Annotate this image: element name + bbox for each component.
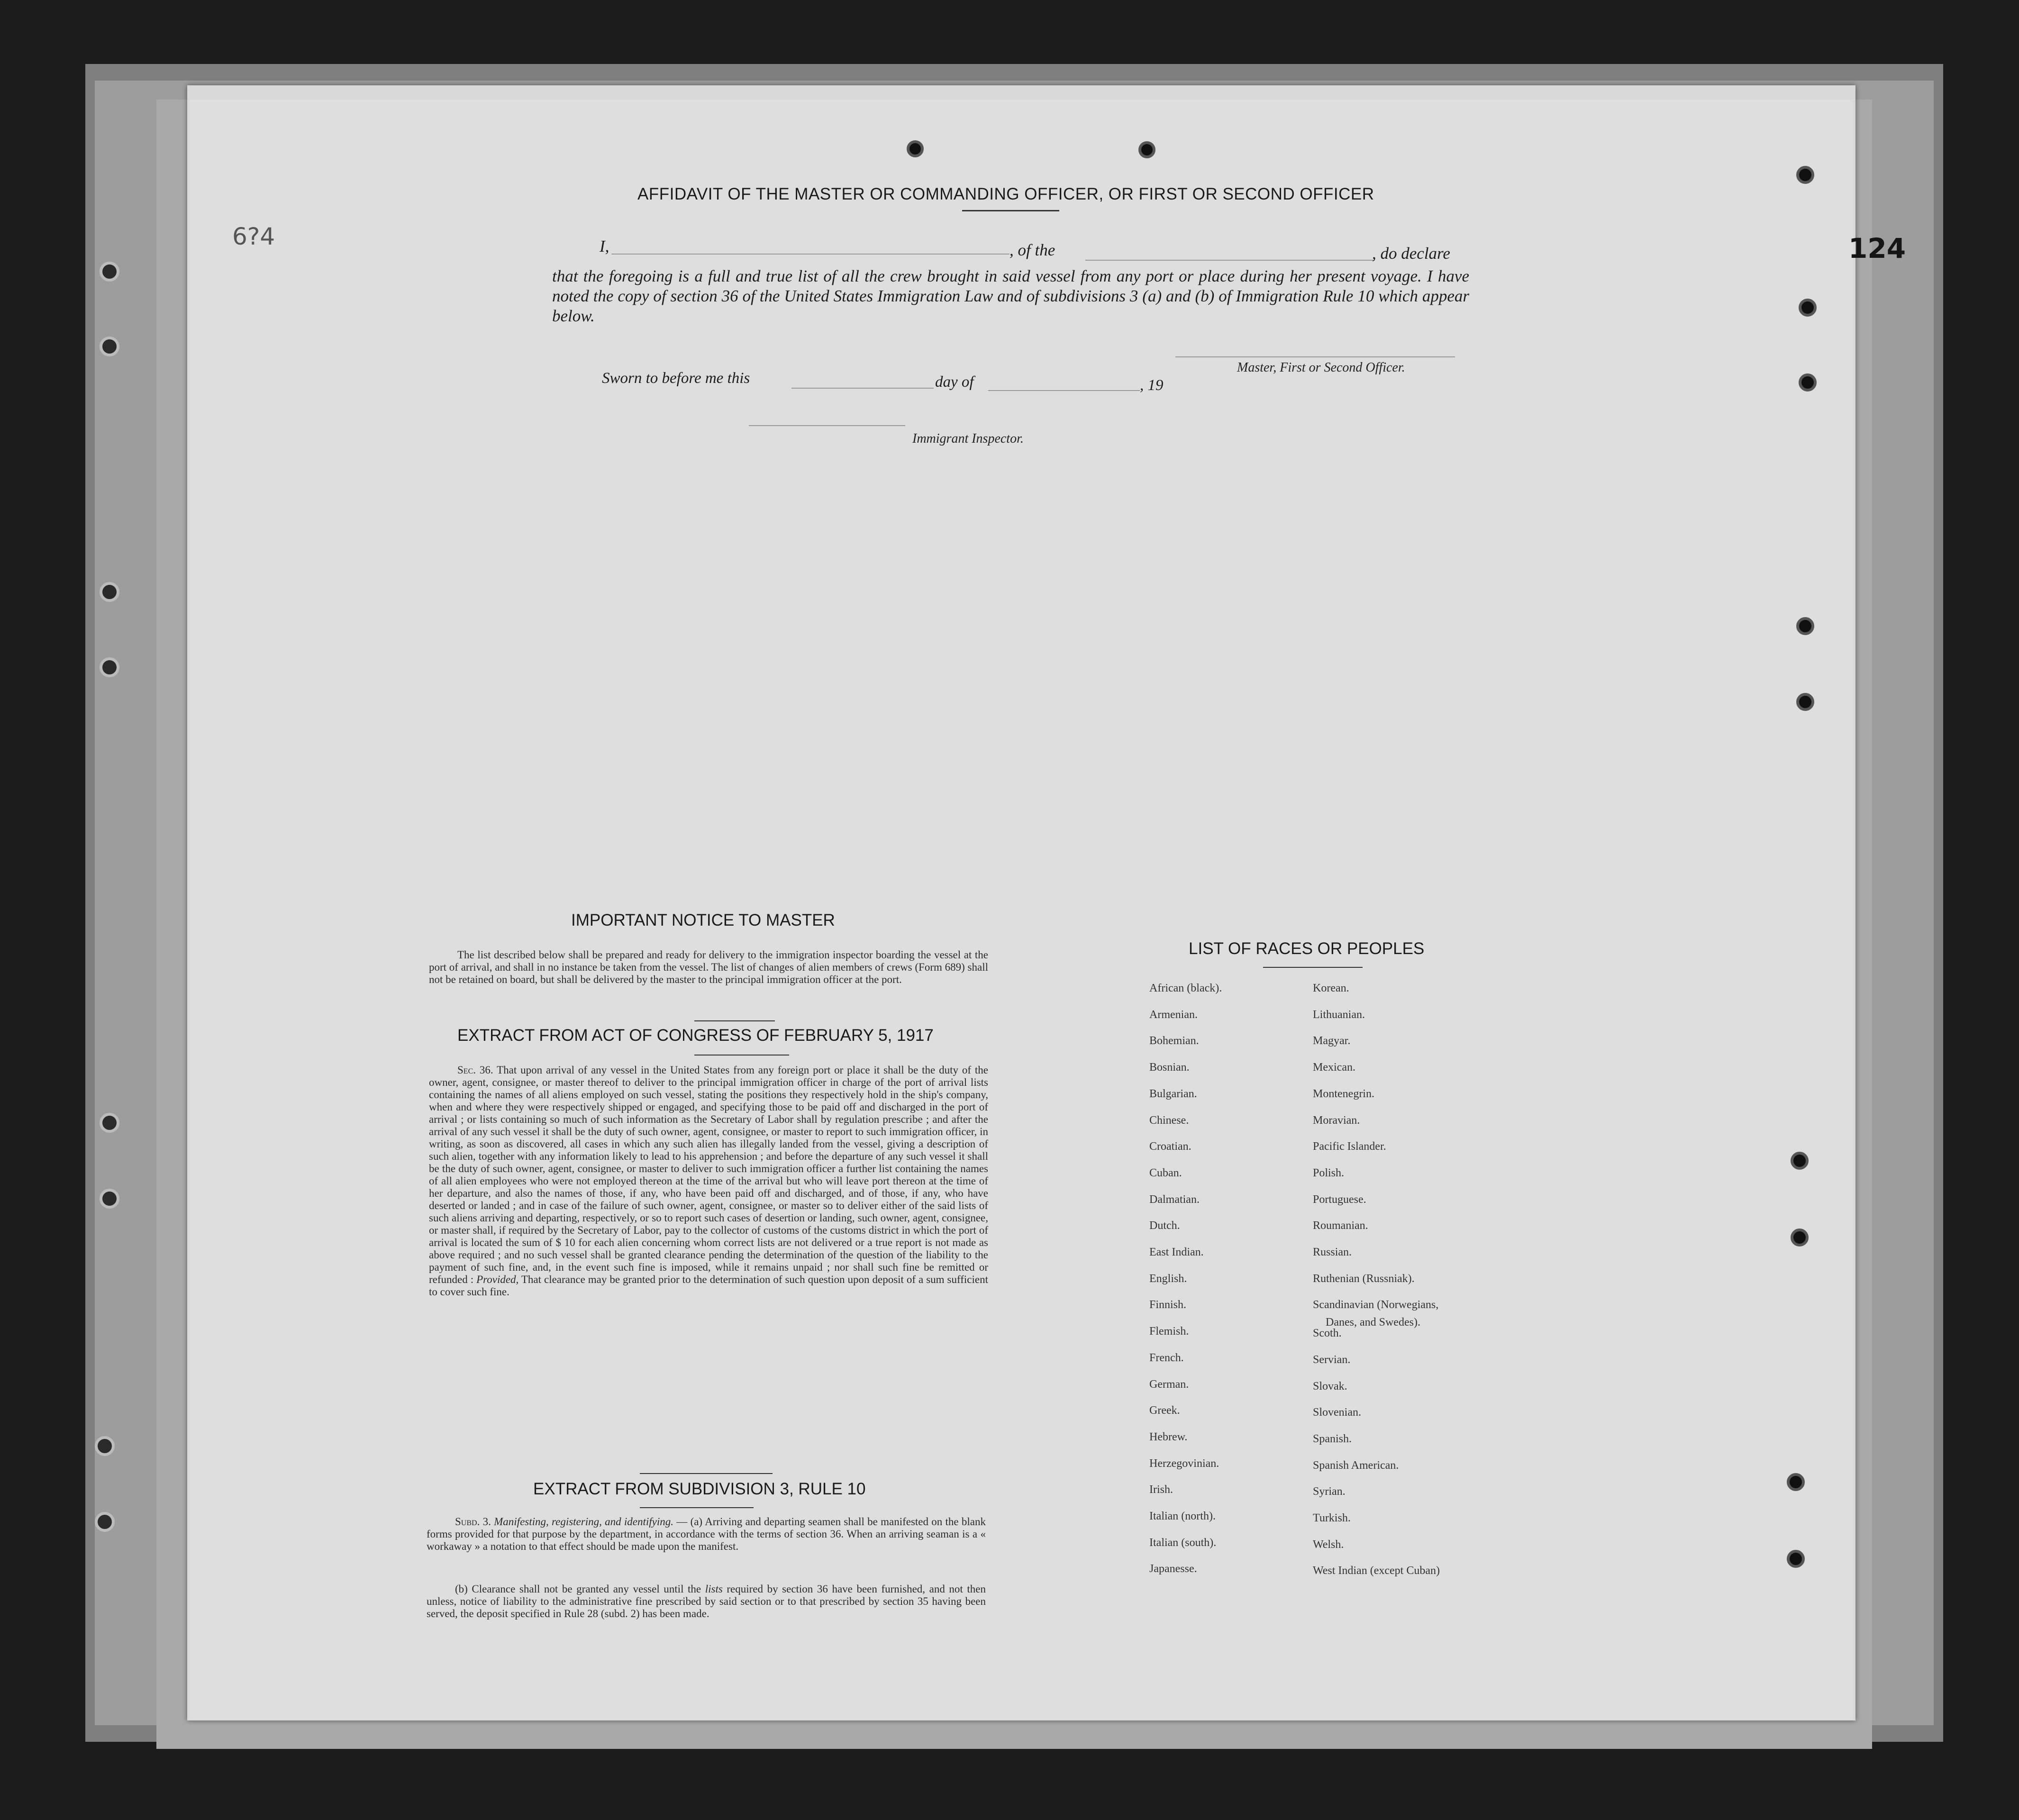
race-item: Portuguese. — [1313, 1193, 1366, 1206]
race-item: Scandinavian (Norwegians, — [1313, 1299, 1439, 1311]
race-item: West Indian (except Cuban) — [1313, 1565, 1440, 1577]
binder-hole — [95, 1512, 115, 1532]
subd-para-b-italic: lists — [705, 1583, 723, 1595]
document-page-face — [190, 100, 1853, 1720]
act-extract-text — [429, 1064, 988, 1298]
race-item: Korean. — [1313, 982, 1349, 994]
race-item: French. — [1149, 1351, 1184, 1364]
section-divider — [694, 1020, 775, 1021]
race-item: Flemish. — [1149, 1325, 1189, 1338]
race-item: Bosnian. — [1149, 1061, 1190, 1074]
race-item: Russian. — [1313, 1246, 1352, 1258]
margin-mark: 6?4 — [232, 223, 275, 250]
punch-hole — [1791, 1152, 1809, 1170]
race-item: Croatian. — [1149, 1140, 1191, 1153]
affidavit-do-declare: , do declare — [1372, 244, 1450, 263]
race-item: Armenian. — [1149, 1008, 1198, 1021]
punch-hole — [1138, 141, 1155, 158]
vessel-field-line — [1085, 260, 1374, 261]
race-item: Lithuanian. — [1313, 1008, 1365, 1021]
race-item: Bulgarian. — [1149, 1087, 1197, 1100]
punch-hole — [907, 140, 924, 157]
binder-hole — [95, 1436, 115, 1456]
race-item: Pacific Islander. — [1313, 1140, 1386, 1153]
race-item: Hebrew. — [1149, 1430, 1188, 1443]
section-divider — [694, 1055, 789, 1056]
binder-hole — [100, 582, 119, 602]
act-extract-title: EXTRACT FROM ACT OF CONGRESS OF FEBRUARY 5, 1917 — [457, 1026, 934, 1045]
binder-hole — [100, 262, 119, 282]
race-item: Welsh. — [1313, 1538, 1344, 1551]
race-item: Slovenian. — [1313, 1406, 1361, 1419]
race-item: Bohemian. — [1149, 1035, 1199, 1047]
notice-title: IMPORTANT NOTICE TO MASTER — [571, 911, 835, 929]
binder-hole — [100, 337, 119, 356]
race-item: Magyar. — [1313, 1035, 1351, 1047]
race-item: Italian (south). — [1149, 1536, 1217, 1549]
inspector-signature-line — [749, 425, 905, 426]
race-item: Dutch. — [1149, 1219, 1180, 1232]
affidavit-title: AFFIDAVIT OF THE MASTER OR COMMANDING OFFICER, OR FIRST OR SECOND OFFICER — [637, 185, 1374, 203]
signature-line — [1175, 356, 1455, 357]
sworn-label: Sworn to before me this — [602, 370, 750, 387]
day-field-line — [791, 388, 934, 389]
race-item: Danes, and Swedes). — [1326, 1316, 1420, 1329]
race-item: Spanish. — [1313, 1432, 1352, 1445]
rule-extract-text-b — [427, 1583, 986, 1620]
rule-extract-title: EXTRACT FROM SUBDIVISION 3, RULE 10 — [533, 1480, 866, 1498]
race-item: Irish. — [1149, 1483, 1173, 1496]
page-number: 124 — [1848, 232, 1906, 264]
punch-hole — [1796, 166, 1814, 184]
race-item: Italian (north). — [1149, 1510, 1216, 1522]
section-36-text-end: That clearance may be granted prior to the determination of such question upon deposit of a sum sufficient to cover such fine. — [429, 1274, 988, 1298]
day-of-label: day of — [935, 373, 974, 391]
rule-extract-text-a — [427, 1516, 986, 1553]
race-item: Chinese. — [1149, 1114, 1189, 1127]
master-signature-label: Master, First or Second Officer. — [1237, 360, 1405, 375]
race-item: Ruthenian (Russniak). — [1313, 1272, 1415, 1285]
section-label: Sec. 36. — [457, 1064, 493, 1076]
race-item: Dalmatian. — [1149, 1193, 1200, 1206]
section-divider — [1263, 967, 1363, 968]
punch-hole — [1791, 1228, 1809, 1247]
race-item: Scoth. — [1313, 1327, 1342, 1340]
race-item: Syrian. — [1313, 1485, 1346, 1498]
affidavit-of-the: , of the — [1010, 241, 1055, 259]
races-title: LIST OF RACES OR PEOPLES — [1189, 939, 1425, 958]
race-item: Spanish American. — [1313, 1459, 1399, 1472]
subd-italic: Manifesting, registering, and identifying. — [494, 1516, 674, 1528]
punch-hole — [1799, 299, 1817, 317]
punch-hole — [1787, 1473, 1805, 1491]
race-item: Cuban. — [1149, 1166, 1182, 1179]
name-field-line — [611, 254, 1010, 255]
race-item: African (black). — [1149, 982, 1222, 994]
subd-para-b-end: required by section 36 have been furnished, and not then unless, notice of liability to the administrative fine prescribed by said section or to that prescribed by section 35 having been served, the deposit specified in Rule 28 (subd. 2) has been made. — [427, 1583, 986, 1620]
race-item: Servian. — [1313, 1353, 1351, 1366]
binder-hole — [100, 657, 119, 677]
subd-para-a: — (a) Arriving and departing seamen shall be manifested on the blank forms provided for that purpose by the department, in accordance with the terms of section 36. When an arriving seaman is a « workaway » a notation to that effect should be made upon the manifest. — [427, 1516, 986, 1552]
race-item: Finnish. — [1149, 1299, 1187, 1311]
race-item: Herzegovinian. — [1149, 1457, 1219, 1470]
subd-para-b-start: (b) Clearance shall not be granted any vessel until the — [455, 1583, 701, 1595]
race-item: East Indian. — [1149, 1246, 1204, 1258]
section-36-text: That upon arrival of any vessel in the United States from any foreign port or place it shall be the duty of the owner, agent, consignee, or master thereof to deliver to the principal immigration officer in charge of the port of arrival lists containing the names of all aliens employed on such vessel, stating the positions they respectively hold in the ship's company, when and where they were respectively shipped or engaged, and specifying those to be paid off and discharged in the port of arrival ; or lists containing so much of such information as the Secretary of Labor shall by regulation prescribe ; and after the arrival of any such vessel it shall be the duty of such owner, agent, consignee, or master to report to such immigration officer, in writing, as soon as discovered, all cases in which any such alien has illegally landed from the vessel, giving a description of such alien, together with any information likely to lead to his apprehension ; and before the departure of any such vessel it shall be the duty of such owner, agent, consignee, or master to deliver to such immigration officer a further list containing the names of all alien employees who were not employed thereon at the time of the arrival but who will leave port thereon at the time of her departure, and also the names of those, if any, who have been paid off and discharged, and of those, if any, who have deserted or landed ; and in case of the failure of such owner, agent, consignee, or master so to deliver either of the said lists of such aliens arriving and departing, respectively, or so to report such cases of desertion or landing, such owner, agent, consignee, or master shall, if required by the Secretary of Labor, pay to the collector of customs of the customs district in which the port of arrival is located the sum of $ 10 for each alien concerning whom correct lists are not delivered or a true report is not made as above required ; and no such vessel shall be granted clearance pending the determination of the question of the liability to the payment of such fine, and, in the event such fine is imposed, while it remains unpaid ; nor shall such fine be remitted or refunded : — [429, 1064, 988, 1285]
notice-text: The list described below shall be prepared and ready for delivery to the immigration inspector boarding the vessel at the port of arrival, and shall in no instance be taken from the vessel. The list of changes of alien members of crews (Form 689) shall not be retained on board, but shall be delivered by the master to the principal immigration officer at the port. — [429, 949, 988, 985]
race-item: Roumanian. — [1313, 1219, 1368, 1232]
binder-hole — [100, 1189, 119, 1209]
race-item: German. — [1149, 1378, 1189, 1391]
title-underline — [962, 210, 1059, 211]
race-item: Slovak. — [1313, 1380, 1347, 1392]
race-item: Mexican. — [1313, 1061, 1355, 1074]
affidavit-body: that the foregoing is a full and true list of all the crew brought in said vessel from any port or place during her present voyage. I have noted the copy of section 36 of the United States Immigration Law and of subdivisions 3 (a) and (b) of Immigration Rule 10 which appear below. — [552, 267, 1469, 325]
affidavit-i-label: I, — [600, 237, 609, 255]
section-divider — [640, 1507, 754, 1508]
race-item: Polish. — [1313, 1166, 1345, 1179]
punch-hole — [1787, 1550, 1805, 1568]
race-item: Turkish. — [1313, 1512, 1351, 1524]
punch-hole — [1796, 617, 1814, 635]
punch-hole — [1799, 373, 1817, 391]
provided-word: Provided, — [476, 1274, 519, 1285]
section-divider — [640, 1473, 773, 1474]
punch-hole — [1796, 693, 1814, 711]
race-item: Greek. — [1149, 1404, 1180, 1417]
subd-label: Subd. 3. — [455, 1516, 491, 1528]
race-item: English. — [1149, 1272, 1187, 1285]
race-item: Japanesse. — [1149, 1563, 1197, 1575]
race-item: Moravian. — [1313, 1114, 1360, 1127]
binder-hole — [100, 1113, 119, 1133]
month-field-line — [988, 390, 1140, 391]
race-item: Montenegrin. — [1313, 1087, 1374, 1100]
year-label: , 19 — [1140, 377, 1164, 394]
inspector-label: Immigrant Inspector. — [912, 431, 1024, 446]
